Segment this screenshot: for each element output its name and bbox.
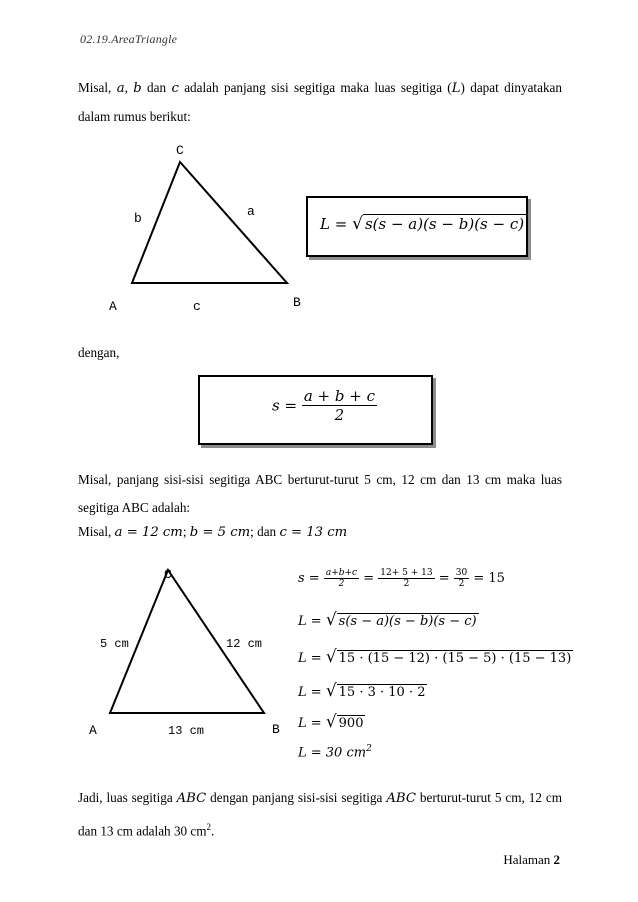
step-l3	[298, 681, 427, 701]
triangle-1-vertex-a: A	[109, 299, 117, 314]
step-s-den-3: 2	[458, 579, 465, 589]
given-sep-2: ; dan	[250, 524, 280, 539]
step-s	[298, 568, 505, 589]
sqrt-icon: √	[325, 681, 337, 701]
conclusion-text-2: dengan panjang sisi-sisi segitiga	[206, 790, 387, 805]
step-l5-sup: 2	[366, 744, 372, 754]
triangle-1-side-a: a	[247, 204, 255, 219]
step-s-eq-2: =	[438, 571, 450, 586]
triangle-2-vertex-b: B	[272, 722, 280, 737]
s-fraction	[302, 387, 377, 424]
sqrt-icon: √	[325, 610, 337, 630]
triangle-2-vertex-a: A	[89, 723, 97, 738]
step-l4	[298, 712, 365, 732]
step-s-num-3: 30	[455, 568, 468, 578]
semiperimeter-box	[198, 375, 433, 445]
triangle-1-vertex-c: C	[176, 143, 184, 158]
step-l4-lhs: L =	[298, 716, 322, 731]
conclusion-paragraph	[78, 784, 562, 845]
example-paragraph: Misal, panjang sisi-sisi segitiga ABC berturut-turut 5 cm, 12 cm dan 13 cm maka luas segitiga ABC adalah:	[78, 472, 562, 515]
triangle-1-side-b: b	[134, 211, 142, 226]
intro-var-a: a	[116, 81, 125, 96]
triangle-2-side-bottom: 13 cm	[168, 724, 205, 738]
step-l1-radicand: s(s − a)(s − b)(s − c)	[338, 614, 477, 629]
step-s-result: = 15	[473, 571, 505, 586]
page-number: 2	[553, 852, 560, 867]
page-footer	[503, 852, 560, 868]
step-s-den-1: 2	[338, 579, 345, 589]
heron-radicand: s(s − a)(s − b)(s − c)	[364, 215, 525, 233]
conclusion-sup: 2	[206, 822, 212, 832]
intro-var-b: b	[133, 81, 142, 96]
step-l5-text: L = 30 cm	[298, 745, 367, 761]
step-s-den-2: 2	[403, 579, 410, 589]
intro-sep: ,	[124, 80, 134, 95]
s-denominator: 2	[334, 406, 345, 424]
step-l2-radicand: 15 · (15 − 12) · (15 − 5) · (15 − 13)	[338, 651, 572, 666]
step-l3-radicand: 15 · 3 · 10 · 2	[338, 685, 426, 700]
dengan-text: dengan,	[78, 345, 120, 360]
s-lhs: s =	[272, 396, 298, 415]
heron-lhs: L =	[320, 215, 348, 233]
conclusion-text-3: berturut-turut 5 cm, 12 cm dan 13 cm adalah 30 cm	[78, 790, 562, 839]
intro-var-c: c	[171, 81, 179, 96]
triangle-2-side-right: 12 cm	[226, 637, 263, 651]
step-l2-lhs: L =	[298, 651, 322, 666]
step-l3-lhs: L =	[298, 685, 322, 700]
given-sep-1: ;	[182, 524, 190, 539]
step-l1-lhs: L =	[298, 614, 322, 629]
intro-text-1: Misal,	[78, 80, 117, 95]
step-l1	[298, 610, 479, 630]
conclusion-abc-1: ABC	[176, 791, 207, 806]
triangle-2-side-left: 5 cm	[100, 637, 129, 651]
triangle-1-shape	[132, 162, 287, 283]
conclusion-text-1: Jadi, luas segitiga	[78, 790, 177, 805]
step-s-num-2: 12+ 5 + 13	[380, 568, 433, 578]
step-l5	[298, 744, 372, 760]
step-s-frac-3	[454, 568, 469, 589]
step-s-num-1: a+b+c	[325, 568, 358, 578]
step-s-frac-1	[324, 568, 359, 589]
given-prefix: Misal,	[78, 524, 115, 539]
intro-text-3: adalah panjang sisi segitiga maka luas segitiga (	[178, 80, 452, 95]
conclusion-abc-2: ABC	[386, 791, 416, 806]
step-s-frac-2	[378, 568, 434, 589]
triangle-1-side-c: c	[193, 299, 201, 314]
sqrt-icon: √	[325, 712, 337, 732]
triangle-2-vertex-c: C	[164, 567, 172, 582]
conclusion-text-4: .	[211, 823, 215, 839]
sqrt-icon: √	[325, 647, 337, 667]
given-c: c = 13 cm	[279, 525, 348, 540]
s-numerator: a + b + c	[303, 387, 375, 405]
heron-formula-box	[306, 196, 528, 257]
triangle-1-vertex-b: B	[293, 295, 301, 310]
step-s-eq-1: =	[363, 571, 375, 586]
document-header: 02.19.AreaTriangle	[80, 32, 178, 46]
step-l4-radicand: 900	[338, 716, 364, 731]
given-b: b = 5 cm	[189, 525, 251, 540]
step-s-lhs: s =	[298, 571, 320, 586]
given-values	[78, 518, 562, 547]
intro-text-2: dan	[141, 80, 172, 95]
footer-label: Halaman	[503, 852, 554, 867]
intro-var-l: L	[451, 81, 461, 96]
intro-text-4: ) dapat dinyatakan dalam rumus berikut:	[78, 80, 562, 124]
given-a: a = 12 cm	[114, 525, 183, 540]
step-l2	[298, 647, 573, 667]
sqrt-icon: √	[352, 214, 363, 234]
